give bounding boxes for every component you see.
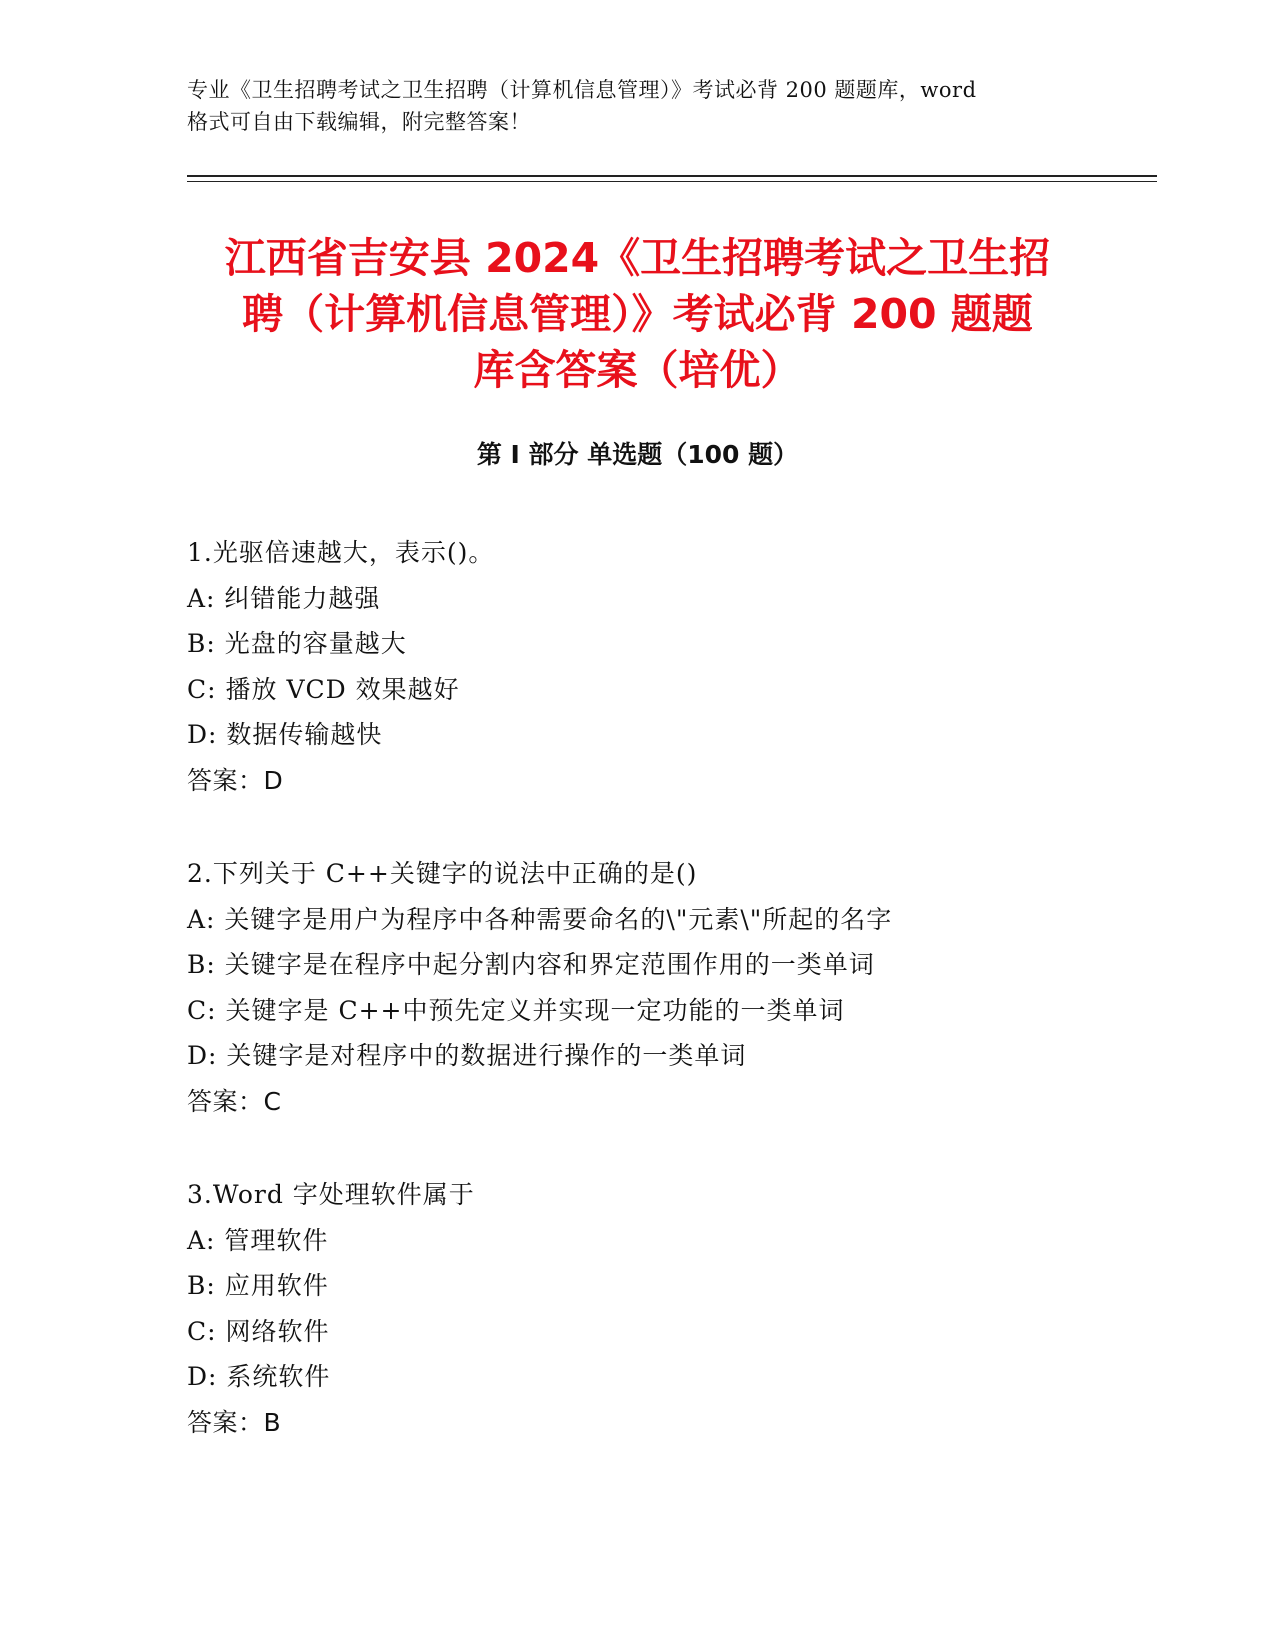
document-title (160, 230, 1115, 398)
header-note-line-2: 格式可自由下载编辑，附完整答案！ (187, 110, 531, 134)
header-divider-thin (187, 181, 1157, 182)
question-stem: 2.下列关于 C++关键字的说法中正确的是() (187, 859, 698, 888)
option-a: A: 纠错能力越强 (187, 583, 381, 613)
header-divider-thick (187, 175, 1157, 177)
option-d: D: 数据传输越快 (187, 720, 383, 749)
section-heading: 第 I 部分 单选题（100 题） (476, 440, 799, 469)
question-stem: 1.光驱倍速越大，表示()。 (187, 538, 495, 567)
option-b: B: 光盘的容量越大 (187, 629, 407, 658)
title-line-1: 江西省吉安县 2024《卫生招聘考试之卫生招 (224, 234, 1051, 282)
question-2 (187, 851, 1137, 1124)
answer-line: 答案：D (187, 765, 284, 795)
option-c: C: 播放 VCD 效果越好 (187, 674, 460, 704)
question-3 (187, 1172, 1137, 1445)
option-c: C: 关键字是 C++中预先定义并实现一定功能的一类单词 (187, 995, 845, 1025)
option-c: C: 网络软件 (187, 1316, 330, 1346)
answer-line: 答案：C (187, 1086, 282, 1116)
option-d: D: 系统软件 (187, 1362, 331, 1391)
option-d: D: 关键字是对程序中的数据进行操作的一类单词 (187, 1041, 747, 1070)
option-b: B: 关键字是在程序中起分割内容和界定范围作用的一类单词 (187, 950, 875, 979)
question-1 (187, 530, 1137, 803)
option-a: A: 管理软件 (187, 1225, 329, 1255)
question-stem: 3.Word 字处理软件属于 (187, 1180, 475, 1209)
option-b: B: 应用软件 (187, 1271, 329, 1300)
question-list (187, 530, 1137, 1493)
title-line-3: 库含答案（培优） (473, 346, 802, 394)
title-line-2: 聘（计算机信息管理）》考试必背 200 题题 (242, 290, 1033, 338)
option-a: A: 关键字是用户为程序中各种需要命名的\"元素\"所起的名字 (187, 904, 893, 934)
header-note (187, 74, 1087, 138)
header-note-line-1: 专业《卫生招聘考试之卫生招聘（计算机信息管理）》考试必背 200 题题库，word (187, 78, 977, 102)
answer-line: 答案：B (187, 1407, 282, 1437)
